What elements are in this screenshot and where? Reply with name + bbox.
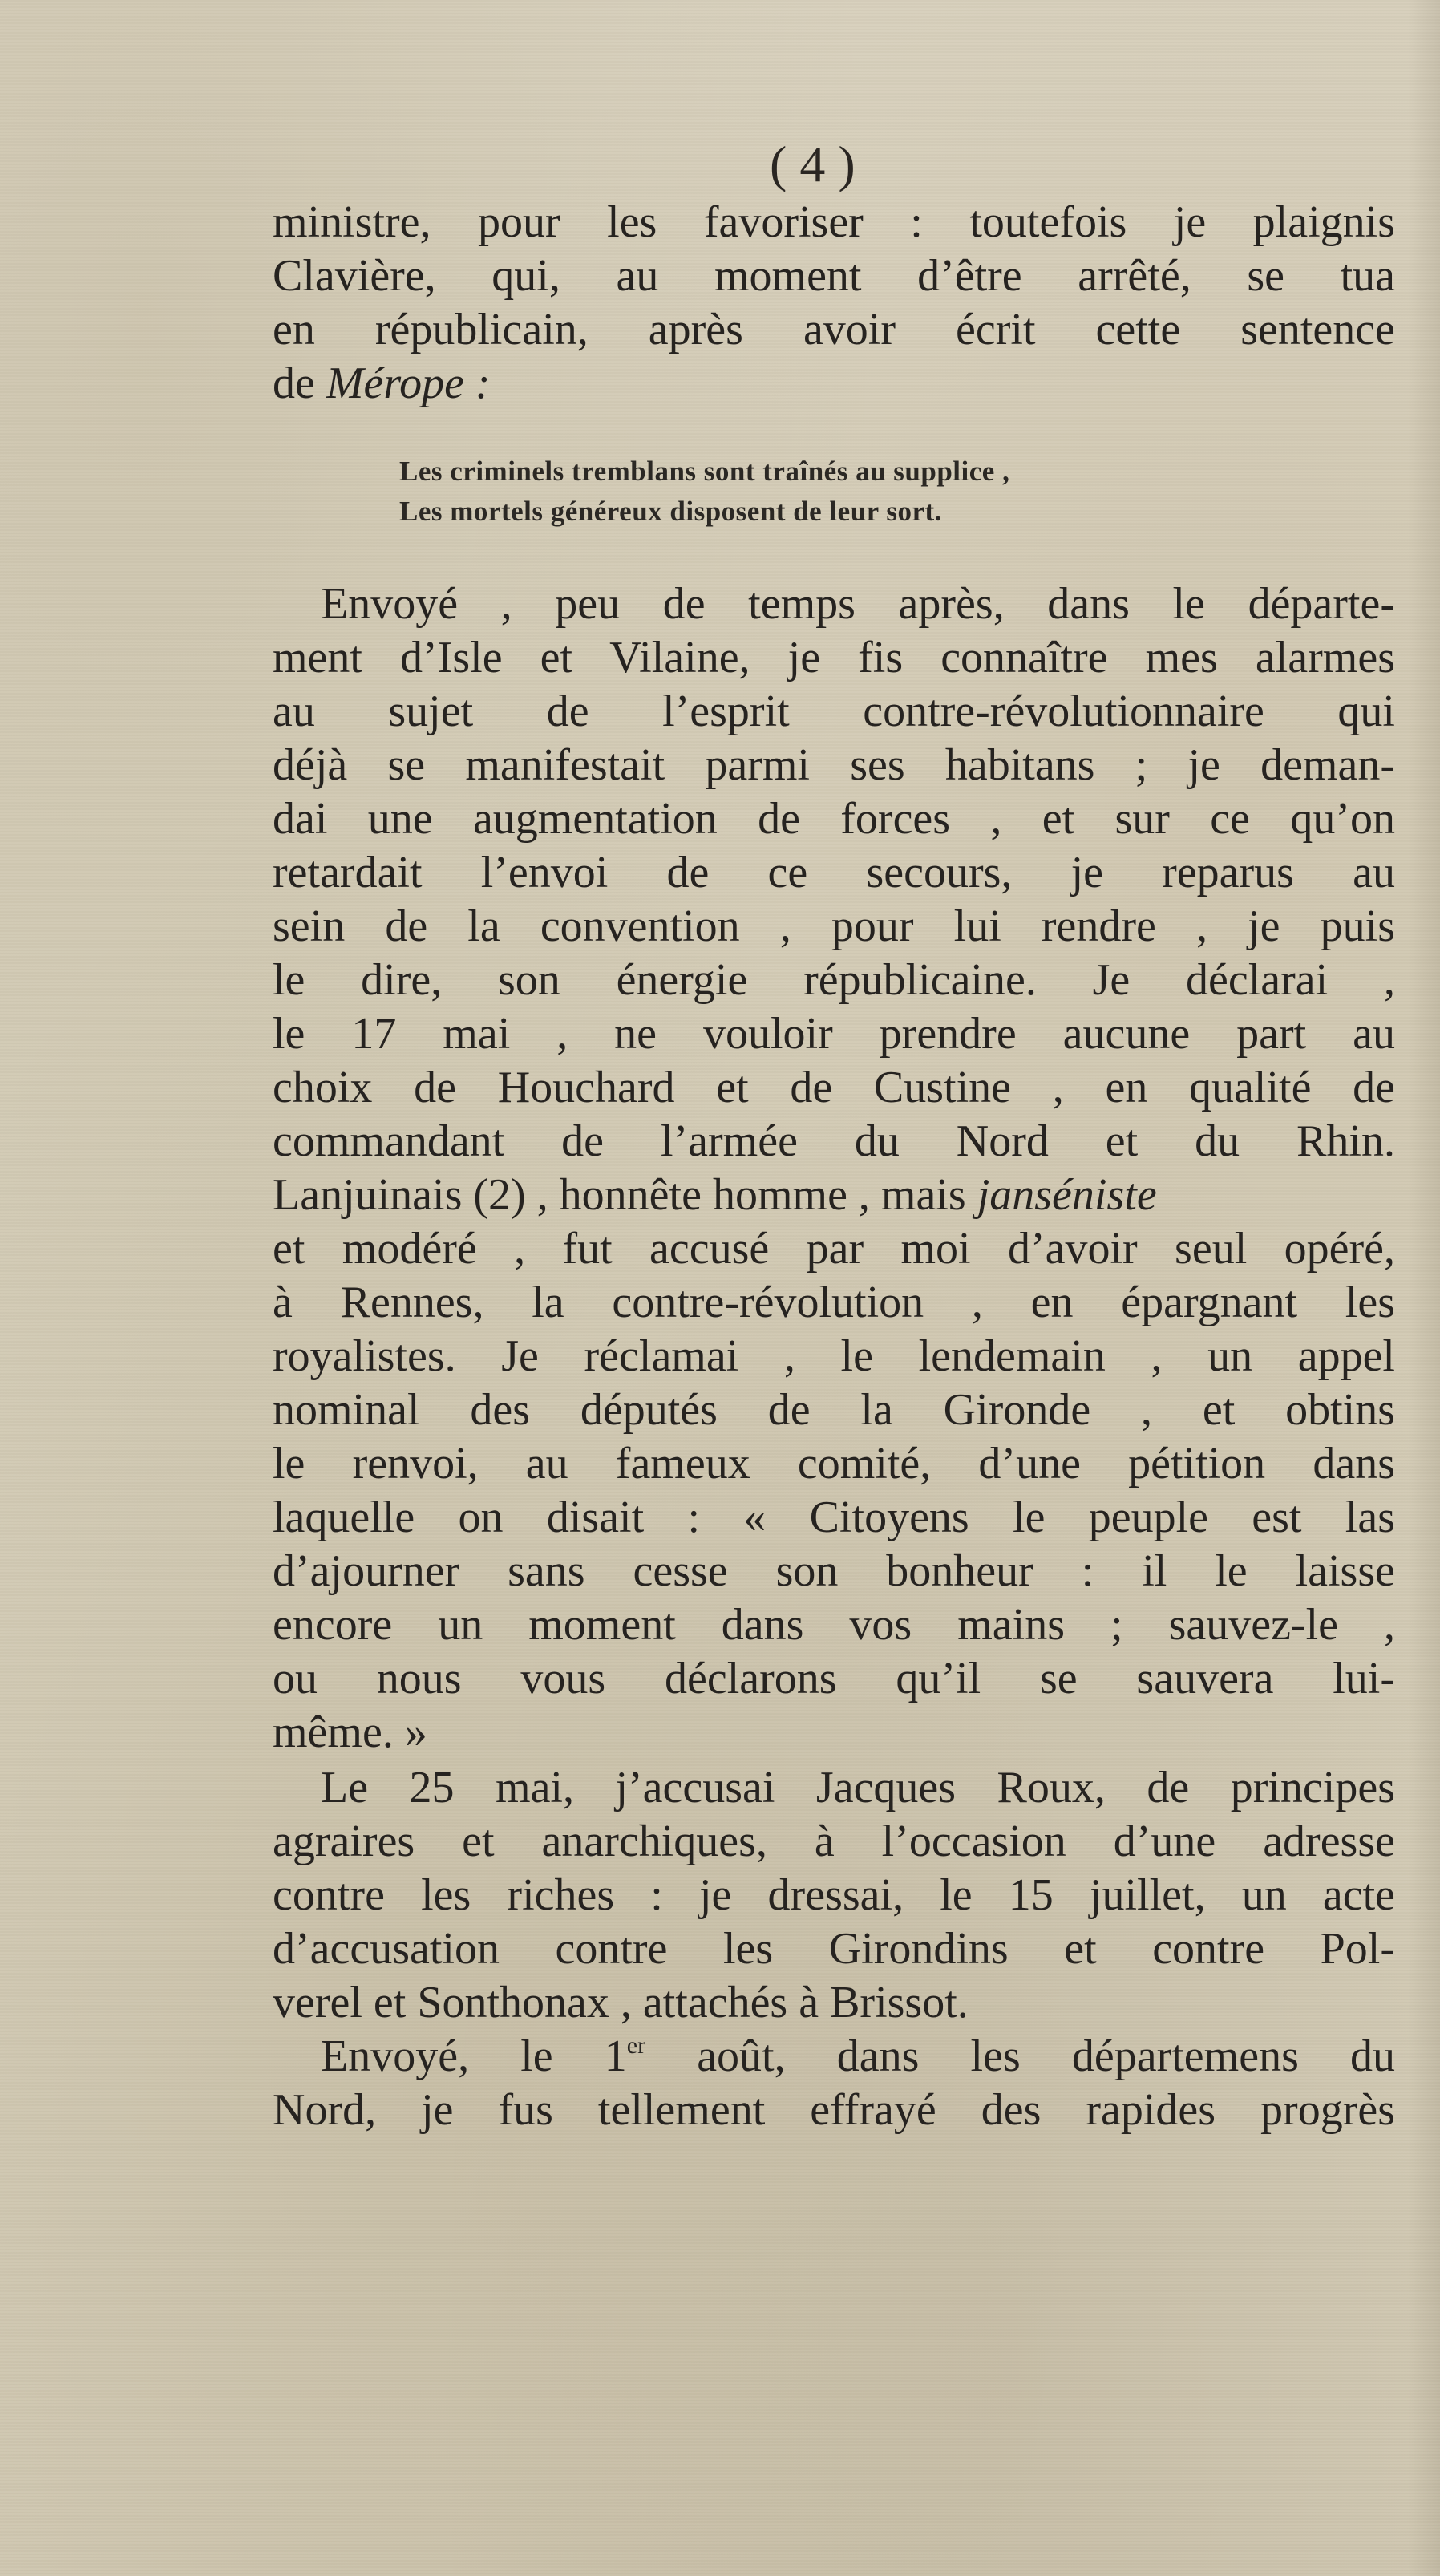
text-line: Nord, je fus tellement effrayé des rapides progrès	[273, 2085, 1395, 2135]
text-line: royalistes. Je réclamai , le lendemain , un appel	[273, 1331, 1395, 1381]
text-line: Le 25 mai, j’accusai Jacques Roux, de principes	[321, 1763, 1395, 1813]
text-line: contre les riches : je dressai, le 15 juillet, un acte	[273, 1870, 1395, 1920]
paragraph-2	[273, 577, 1395, 1760]
text-line: le renvoi, au fameux comité, d’une pétition dans	[273, 1439, 1395, 1488]
quote-line: Les mortels généreux disposent de leur sort.	[399, 496, 942, 527]
text-line	[273, 2030, 1395, 2084]
superscript: er	[626, 2032, 646, 2059]
text-line: retardait l’envoi de ce secours, je reparus au	[273, 848, 1395, 897]
text-line: verel et Sonthonax , attachés à Brissot.	[273, 1978, 969, 2027]
paragraph-3	[273, 1761, 1395, 2030]
text-line: le 17 mai , ne vouloir prendre aucune part au	[273, 1009, 1395, 1059]
paragraph-1	[273, 196, 1395, 411]
text-line-start: de	[273, 358, 326, 408]
paragraph-4	[273, 2030, 1395, 2137]
text-line	[273, 1169, 1395, 1222]
text-line: sein de la convention , pour lui rendre , je puis	[273, 901, 1395, 951]
text-line: choix de Houchard et de Custine , en qualité de	[273, 1063, 1395, 1112]
text-line: nominal des députés de la Gironde , et obtins	[273, 1385, 1395, 1435]
page-number: ( 4 )	[770, 136, 856, 192]
italic-title: Mérope :	[326, 358, 491, 408]
text-line: agraires et anarchiques, à l’occasion d’une adresse	[273, 1817, 1395, 1866]
text-line: au sujet de l’esprit contre-révolutionnaire qui	[273, 687, 1395, 736]
text-line: ministre, pour les favoriser : toutefois je plaignis	[273, 197, 1395, 247]
text-line: Envoyé , peu de temps après, dans le départe-	[321, 579, 1395, 629]
text-line: déjà se manifestait parmi ses habitans ; je deman-	[273, 740, 1395, 790]
text-line: même. »	[273, 1707, 427, 1757]
text-line: Clavière, qui, au moment d’être arrêté, se tua	[273, 251, 1395, 301]
text-line: le dire, son énergie républicaine. Je déclarai ,	[273, 955, 1395, 1005]
text-line: d’accusation contre les Girondins et contre Pol-	[273, 1924, 1395, 1974]
page-edge-shadow	[1408, 0, 1440, 2576]
italic-word: janséniste	[977, 1170, 1157, 1220]
text-line-end: août, dans les départemens du	[645, 2031, 1395, 2081]
verse-quote	[399, 452, 1121, 532]
text-line-start: Lanjuinais (2) , honnête homme , mais	[273, 1170, 977, 1220]
text-line: encore un moment dans vos mains ; sauvez-le ,	[273, 1600, 1395, 1650]
text-line: ou nous vous déclarons qu’il se sauvera lui-	[273, 1654, 1395, 1703]
quote-line: Les criminels tremblans sont traînés au supplice ,	[399, 456, 1010, 487]
text-line: et modéré , fut accusé par moi d’avoir seul opéré,	[273, 1224, 1395, 1274]
text-line: ment d’Isle et Vilaine, je fis connaître mes alarmes	[273, 633, 1395, 682]
text-line: d’ajourner sans cesse son bonheur : il le laisse	[273, 1546, 1395, 1596]
text-line-start: Envoyé, le 1	[321, 2031, 627, 2081]
text-line: dai une augmentation de forces , et sur ce qu’on	[273, 794, 1395, 844]
text-line: commandant de l’armée du Nord et du Rhin.	[273, 1116, 1395, 1166]
text-line: laquelle on disait : « Citoyens le peuple est las	[273, 1493, 1395, 1542]
text-line: en républicain, après avoir écrit cette sentence	[273, 305, 1395, 354]
text-line: à Rennes, la contre-révolution , en épargnant les	[273, 1278, 1395, 1327]
text-line	[273, 357, 1395, 411]
